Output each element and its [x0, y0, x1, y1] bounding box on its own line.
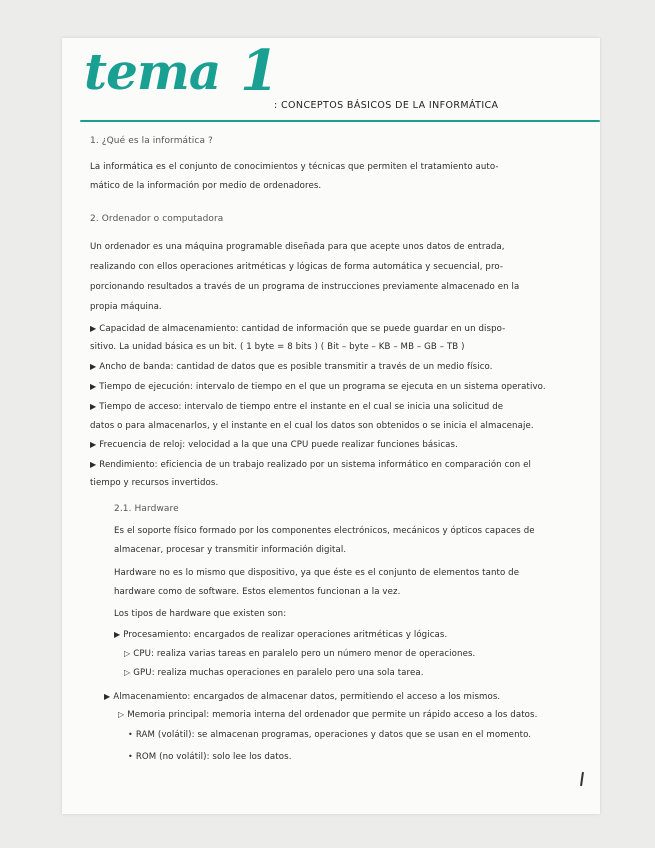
- arrow-bullet-icon: ▶: [90, 440, 97, 449]
- arrow-bullet-icon: ▶: [90, 382, 97, 391]
- section-2-heading: 2. Ordenador o computadora: [90, 214, 224, 224]
- section-2-1-line: hardware como de software. Estos elementos funcionan a la vez.: [114, 587, 401, 597]
- bullet-item: [90, 402, 503, 412]
- topic-title-number: 1: [240, 38, 279, 104]
- bullet-text: Ancho de banda: cantidad de datos que es posible transmitir a través de un medio físico.: [99, 362, 493, 372]
- arrow-bullet-icon: ▶: [90, 402, 97, 411]
- bullet-item: [90, 460, 531, 470]
- arrow-bullet-icon: ▶: [90, 460, 97, 469]
- bullet-item: [90, 324, 505, 334]
- bullet-item: [90, 440, 458, 450]
- title-underline: [80, 120, 600, 122]
- hardware-subsubitem: [128, 752, 292, 762]
- hardware-subitem-text: CPU: realiza varias tareas en paralelo pero un número menor de operaciones.: [133, 649, 476, 659]
- arrow-bullet-icon: ▶: [114, 630, 121, 639]
- hardware-type-item: [104, 692, 500, 702]
- bullet-text: Frecuencia de reloj: velocidad a la que una CPU puede realizar funciones básicas.: [99, 440, 458, 450]
- section-2-line: propia máquina.: [90, 302, 162, 312]
- topic-subtitle: : CONCEPTOS BÁSICOS DE LA INFORMÁTICA: [274, 100, 499, 111]
- hardware-subsubitem: [128, 730, 531, 740]
- hardware-subitem-text: Memoria principal: memoria interna del ordenador que permite un rápido acceso a los datos.: [127, 710, 538, 720]
- dot-bullet-icon: •: [128, 752, 133, 761]
- hardware-subitem-text: GPU: realiza muchas operaciones en paralelo pero una sola tarea.: [133, 668, 424, 678]
- bullet-item: [90, 362, 493, 372]
- pen-mark: [580, 772, 584, 786]
- section-2-line: porcionando resultados a través de un programa de instrucciones previamente almacenado en la: [90, 282, 520, 292]
- section-2-1-heading: 2.1. Hardware: [114, 504, 179, 514]
- bullet-continuation: datos o para almacenarlos, y el instante en el cual los datos son obtenidos o se inicia el almacenaje.: [90, 421, 534, 431]
- hardware-type-item: [114, 630, 447, 640]
- hardware-subitem: [118, 710, 537, 720]
- bullet-continuation: tiempo y recursos invertidos.: [90, 478, 219, 488]
- section-1-heading: 1. ¿Qué es la informática ?: [90, 136, 213, 146]
- arrow-bullet-icon: ▶: [104, 692, 111, 701]
- hardware-type-text: Almacenamiento: encargados de almacenar datos, permitiendo el acceso a los mismos.: [113, 692, 501, 702]
- arrow-bullet-icon: ▷: [124, 649, 131, 658]
- hardware-subitem: [124, 668, 424, 678]
- section-2-1-line: Es el soporte físico formado por los componentes electrónicos, mecánicos y ópticos capaces de: [114, 526, 535, 536]
- arrow-bullet-icon: ▶: [90, 362, 97, 371]
- hardware-subsubitem-text: ROM (no volátil): solo lee los datos.: [135, 752, 292, 762]
- section-2-1-line: Hardware no es lo mismo que dispositivo, ya que éste es el conjunto de elementos tanto de: [114, 568, 520, 578]
- section-2-line: realizando con ellos operaciones aritméticas y lógicas de forma automática y secuencial, pro-: [90, 262, 504, 272]
- bullet-text: Tiempo de ejecución: intervalo de tiempo en el que un programa se ejecuta en un sistema operativo.: [99, 382, 546, 392]
- dot-bullet-icon: •: [128, 730, 133, 739]
- section-1-line: mático de la información por medio de ordenadores.: [90, 181, 322, 191]
- hardware-subsubitem-text: RAM (volátil): se almacenan programas, operaciones y datos que se usan en el momento.: [135, 730, 532, 740]
- section-2-1-line: Los tipos de hardware que existen son:: [114, 609, 287, 619]
- bullet-item: [90, 382, 546, 392]
- hardware-type-text: Procesamiento: encargados de realizar operaciones aritméticas y lógicas.: [123, 630, 448, 640]
- notebook-page: [62, 38, 600, 814]
- arrow-bullet-icon: ▶: [90, 324, 97, 333]
- bullet-text: Capacidad de almacenamiento: cantidad de información que se puede guardar en un dispo-: [99, 324, 506, 334]
- bullet-text: Tiempo de acceso: intervalo de tiempo entre el instante en el cual se inicia una solicitud de: [99, 402, 504, 412]
- bullet-continuation: sitivo. La unidad básica es un bit. ( 1 byte = 8 bits ) ( Bit – byte – KB – MB – GB – TB ): [90, 342, 465, 352]
- section-2-1-line: almacenar, procesar y transmitir información digital.: [114, 545, 347, 555]
- arrow-bullet-icon: ▷: [118, 710, 125, 719]
- section-1-line: La informática es el conjunto de conocimientos y técnicas que permiten el tratamiento auto-: [90, 162, 499, 172]
- section-2-line: Un ordenador es una máquina programable diseñada para que acepte unos datos de entrada,: [90, 242, 505, 252]
- arrow-bullet-icon: ▷: [124, 668, 131, 677]
- bullet-text: Rendimiento: eficiencia de un trabajo realizado por un sistema informático en comparación con el: [99, 460, 531, 470]
- hardware-subitem: [124, 649, 475, 659]
- topic-title-word: tema: [84, 42, 221, 101]
